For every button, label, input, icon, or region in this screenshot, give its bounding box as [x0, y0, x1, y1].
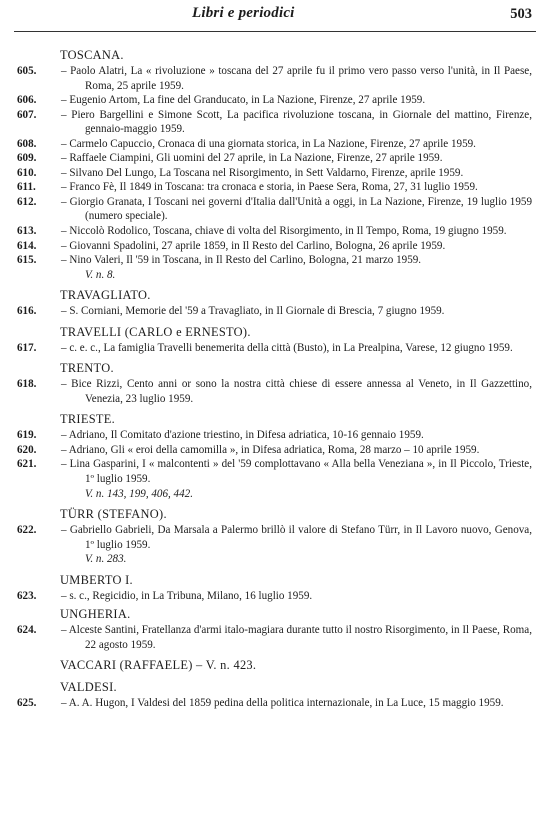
section-turr: [0, 507, 550, 567]
entry-text: – c. e. c., La famiglia Travelli benemerita della città (Busto), in La Prealpina, Varese, 12 giugno 1959.: [61, 341, 513, 354]
section-trento: [0, 361, 550, 406]
entry-number: 619.: [17, 429, 37, 442]
entry-609: [0, 151, 550, 166]
entry-number: 611.: [17, 181, 36, 194]
cross-reference: V. n. 8.: [85, 268, 116, 281]
entry-612: [0, 195, 550, 224]
entry-text: – Giovanni Spadolini, 27 aprile 1859, in Il Resto del Carlino, Bologna, 26 aprile 1959.: [61, 239, 446, 252]
entry-text: – Adriano, Il Comitato d'azione triestino, in Difesa adriatica, 10-16 gennaio 1959.: [61, 429, 424, 442]
entry-text: – Carmelo Capuccio, Cronaca di una giornata storica, in La Nazione, Firenze, 27 aprile 1959.: [61, 137, 476, 150]
section-heading: VALDESI.: [60, 680, 117, 695]
section-heading: VACCARI (RAFFAELE) – V. n. 423.: [60, 658, 257, 673]
entry-text: – Adriano, Gli « eroi della camomilla », in Difesa adriatica, Roma, 28 marzo – 10 aprile 1959.: [61, 443, 480, 456]
cross-reference: V. n. 283.: [85, 553, 127, 566]
section-heading: TRAVAGLIATO.: [60, 288, 151, 303]
entry-608: [0, 137, 550, 152]
entry-621: [0, 457, 550, 486]
cross-reference: V. n. 143, 199, 406, 442.: [85, 487, 193, 500]
entry-text: – Niccolò Rodolico, Toscana, chiave di volta del Risorgimento, in Il Tempo, Roma, 19 giugno 1959.: [61, 225, 507, 238]
section-valdesi: [0, 680, 550, 711]
entry-text: – Piero Bargellini e Simone Scott, La pacifica rivoluzione toscana, in Giornale del mattino, Firenze, gennaio-maggio 1959.: [61, 108, 532, 136]
entry-number: 617.: [17, 341, 37, 354]
entry-623: [0, 589, 550, 604]
entry-text: – Paolo Alatri, La « rivoluzione » toscana del 27 aprile fu il primo vero passo verso l'unità, in Il Paese, Roma, 25 aprile 1959.: [61, 65, 532, 92]
entry-text: – Nino Valeri, Il '59 in Toscana, in Il Resto del Carlino, Bologna, 21 marzo 1959.: [61, 254, 422, 267]
entry-number: 615.: [17, 254, 37, 267]
entry-number: 608.: [17, 137, 37, 150]
entry-text: – s. c., Regicidio, in La Tribuna, Milano, 16 luglio 1959.: [61, 589, 313, 602]
entry-text: – A. A. Hugon, I Valdesi del 1859 pedina della politica internazionale, in La Luce, 15 maggio 1959.: [61, 697, 504, 710]
section-trieste: [0, 412, 550, 501]
entry-number: 614.: [17, 239, 37, 252]
entry-text: – Silvano Del Lungo, La Toscana nel Risorgimento, in Sett Valdarno, Firenze, aprile 1959.: [61, 166, 464, 179]
entry-text: – Lina Gasparini, I « malcontenti » del '59 complottavano « Alla bella Veneziana », in Il Piccolo, Trieste, 1º luglio 1959.: [61, 458, 532, 486]
section-toscana: [0, 48, 550, 282]
entry-625: [0, 696, 550, 711]
entry-606: [0, 93, 550, 108]
entry-607: [0, 108, 550, 137]
section-heading: TOSCANA.: [60, 48, 124, 62]
entry-615: [0, 253, 550, 268]
entry-text: – Alceste Santini, Fratellanza d'armi italo-magiara durante tutto il nostro Risorgimento, in Il Paese, Roma, 22 agosto 1959.: [61, 624, 532, 651]
entry-number: 621.: [17, 458, 37, 471]
header-rule: [14, 31, 536, 32]
entry-614: [0, 239, 550, 254]
entry-620: [0, 443, 550, 458]
entry-605: [0, 64, 550, 93]
section-heading: TRENTO.: [60, 361, 114, 376]
section-heading: TRIESTE.: [60, 412, 116, 427]
section-heading: UMBERTO I.: [60, 572, 133, 587]
entry-text: – Bice Rizzi, Cento anni or sono la nostra città chiese di essere annessa al Veneto, in Il Gazzettino, Venezia, 23 luglio 1959.: [61, 378, 532, 405]
entry-number: 609.: [17, 152, 37, 165]
running-title: Libri e periodici: [192, 5, 295, 21]
entry-number: 612.: [17, 195, 37, 208]
entry-text: – Eugenio Artom, La fine del Granducato, in La Nazione, Firenze, 27 aprile 1959.: [61, 94, 426, 107]
entry-number: 610.: [17, 166, 37, 179]
section-ungheria: [0, 607, 550, 652]
entry-number: 606.: [17, 94, 37, 107]
section-travelli: [0, 325, 550, 356]
entry-619: [0, 428, 550, 443]
section-heading: TRAVELLI (CARLO e ERNESTO).: [60, 324, 251, 339]
entry-text: – Franco Fè, Il 1849 in Toscana: tra cronaca e storia, in Paese Sera, Roma, 27, 31 luglio 1959.: [61, 181, 478, 194]
entry-618: [0, 377, 550, 406]
entry-number: 605.: [17, 65, 37, 77]
entry-number: 618.: [17, 378, 37, 391]
entry-number: 613.: [17, 225, 37, 238]
section-travagliato: [0, 288, 550, 319]
entry-text: – Gabriello Gabrieli, Da Marsala a Palermo brillò il valore di Stefano Türr, in Il Lavoro nuovo, Genova, 1º luglio 1959.: [61, 524, 532, 551]
entry-text: – Giorgio Granata, I Toscani nei governi d'Italia dall'Unità a oggi, in La Nazione, Firenze, 19 luglio 1959 (numero speciale).: [61, 195, 532, 223]
entry-number: 616.: [17, 305, 37, 318]
entry-number: 607.: [17, 108, 37, 121]
section-vaccari: [0, 658, 550, 673]
section-heading: TÜRR (STEFANO).: [60, 507, 167, 522]
entry-622: [0, 523, 550, 552]
entry-text: – S. Corniani, Memorie del '59 a Travagliato, in Il Giornale di Brescia, 7 giugno 1959.: [61, 305, 445, 318]
entry-number: 622.: [17, 524, 37, 537]
bibliography-list: [0, 48, 550, 711]
entry-number: 624.: [17, 624, 37, 637]
entry-text: – Raffaele Ciampini, Gli uomini del 27 aprile, in La Nazione, Firenze, 27 aprile 1959.: [61, 152, 443, 165]
entry-616: [0, 304, 550, 319]
entry-613: [0, 224, 550, 239]
entry-number: 623.: [17, 589, 37, 602]
entry-number: 620.: [17, 443, 37, 456]
section-umberto: [0, 573, 550, 604]
section-heading: UNGHERIA.: [60, 607, 131, 622]
entry-number: 625.: [17, 697, 37, 710]
entry-624: [0, 623, 550, 652]
page-number: 503: [510, 6, 532, 22]
page-header: [0, 0, 550, 34]
entry-617: [0, 341, 550, 356]
entry-610: [0, 166, 550, 181]
entry-611: [0, 180, 550, 195]
